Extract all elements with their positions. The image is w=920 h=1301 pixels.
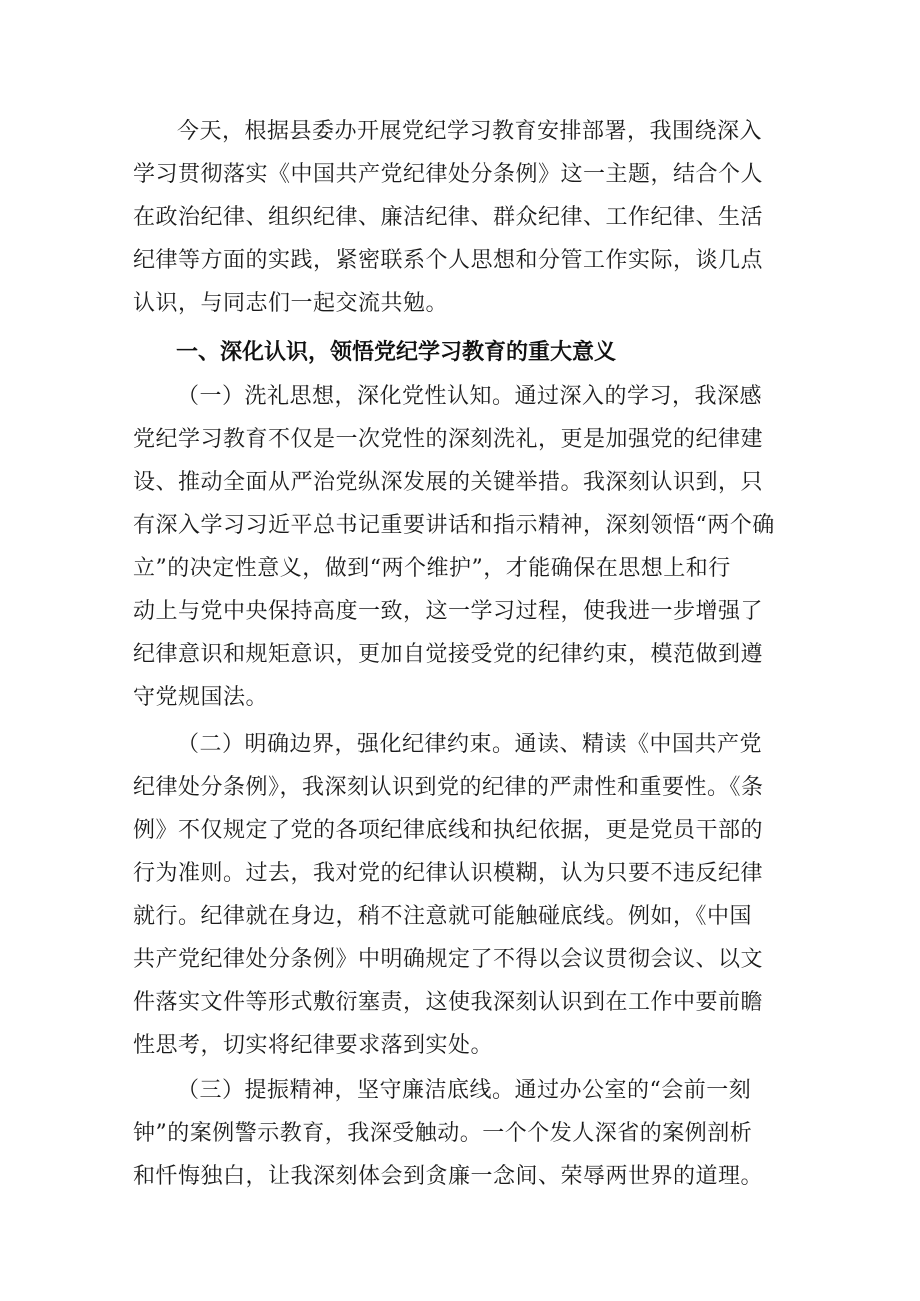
text-line: 设、推动全面从严治党纵深发展的关键举措。我深刻认识到，只 — [133, 470, 764, 495]
text-line: 有深入学习习近平总书记重要讲话和指示精神，深刻领悟“两个确 — [133, 513, 775, 538]
text-line: 纪律意识和规矩意识，更加自觉接受党的纪律约束，模范做到遵 — [133, 642, 764, 667]
text-line: 件落实文件等形式敷衍塞责，这使我深刻认识到在工作中要前瞻 — [133, 990, 764, 1015]
text-line: 纪律处分条例》，我深刻认识到党的纪律的严肃性和重要性。《条 — [133, 775, 764, 800]
text-line: 立”的决定性意义，做到“两个维护”，才能确保在思想上和行 — [133, 556, 731, 581]
text-line: （一）洗礼思想，深化党性认知。通过深入的学习，我深感 — [177, 384, 763, 409]
text-line: 纪律等方面的实践，紧密联系个人思想和分管工作实际，谈几点 — [133, 248, 764, 273]
intro-paragraph — [133, 110, 793, 325]
text-line: 行为准则。过去，我对党的纪律认识模糊，认为只要不违反纪律 — [133, 861, 764, 886]
paragraph-two — [133, 723, 793, 1067]
text-line: 钟”的案例警示教育，我深受触动。一个个发人深省的案例剖析 — [133, 1121, 753, 1146]
text-line: （三）提振精神，坚守廉洁底线。通过办公室的“会前一刻 — [177, 1078, 752, 1103]
paragraph-three — [133, 1069, 793, 1198]
text-line: 守党规国法。 — [133, 685, 269, 710]
text-line: （二）明确边界，强化纪律约束。通读、精读《中国共产党 — [177, 732, 763, 757]
text-line: 动上与党中央保持高度一致，这一学习过程，使我进一步增强了 — [133, 599, 764, 624]
text-line: 共产党纪律处分条例》中明确规定了不得以会议贯彻会议、以文 — [133, 947, 764, 972]
text-line: 认识，与同志们一起交流共勉。 — [133, 291, 449, 316]
text-line: 学习贯彻落实《中国共产党纪律处分条例》这一主题，结合个人 — [133, 162, 764, 187]
paragraph-one — [133, 375, 793, 719]
text-line: 例》不仅规定了党的各项纪律底线和执纪依据，更是党员干部的 — [133, 818, 764, 843]
text-line: 党纪学习教育不仅是一次党性的深刻洗礼，更是加强党的纪律建 — [133, 427, 764, 452]
text-line: 性思考，切实将纪律要求落到实处。 — [133, 1033, 494, 1058]
text-line: 在政治纪律、组织纪律、廉洁纪律、群众纪律、工作纪律、生活 — [133, 205, 764, 230]
text-line: 就行。纪律就在身边，稍不注意就可能触碰底线。例如，《中国 — [133, 904, 753, 929]
section-heading: 一、深化认识，领悟党纪学习教育的重大意义 — [176, 340, 617, 365]
text-line: 和忏悔独白，让我深刻体会到贪廉一念间、荣辱两世界的道理。 — [133, 1164, 764, 1189]
text-line: 今天，根据县委办开展党纪学习教育安排部署，我围绕深入 — [177, 119, 763, 144]
